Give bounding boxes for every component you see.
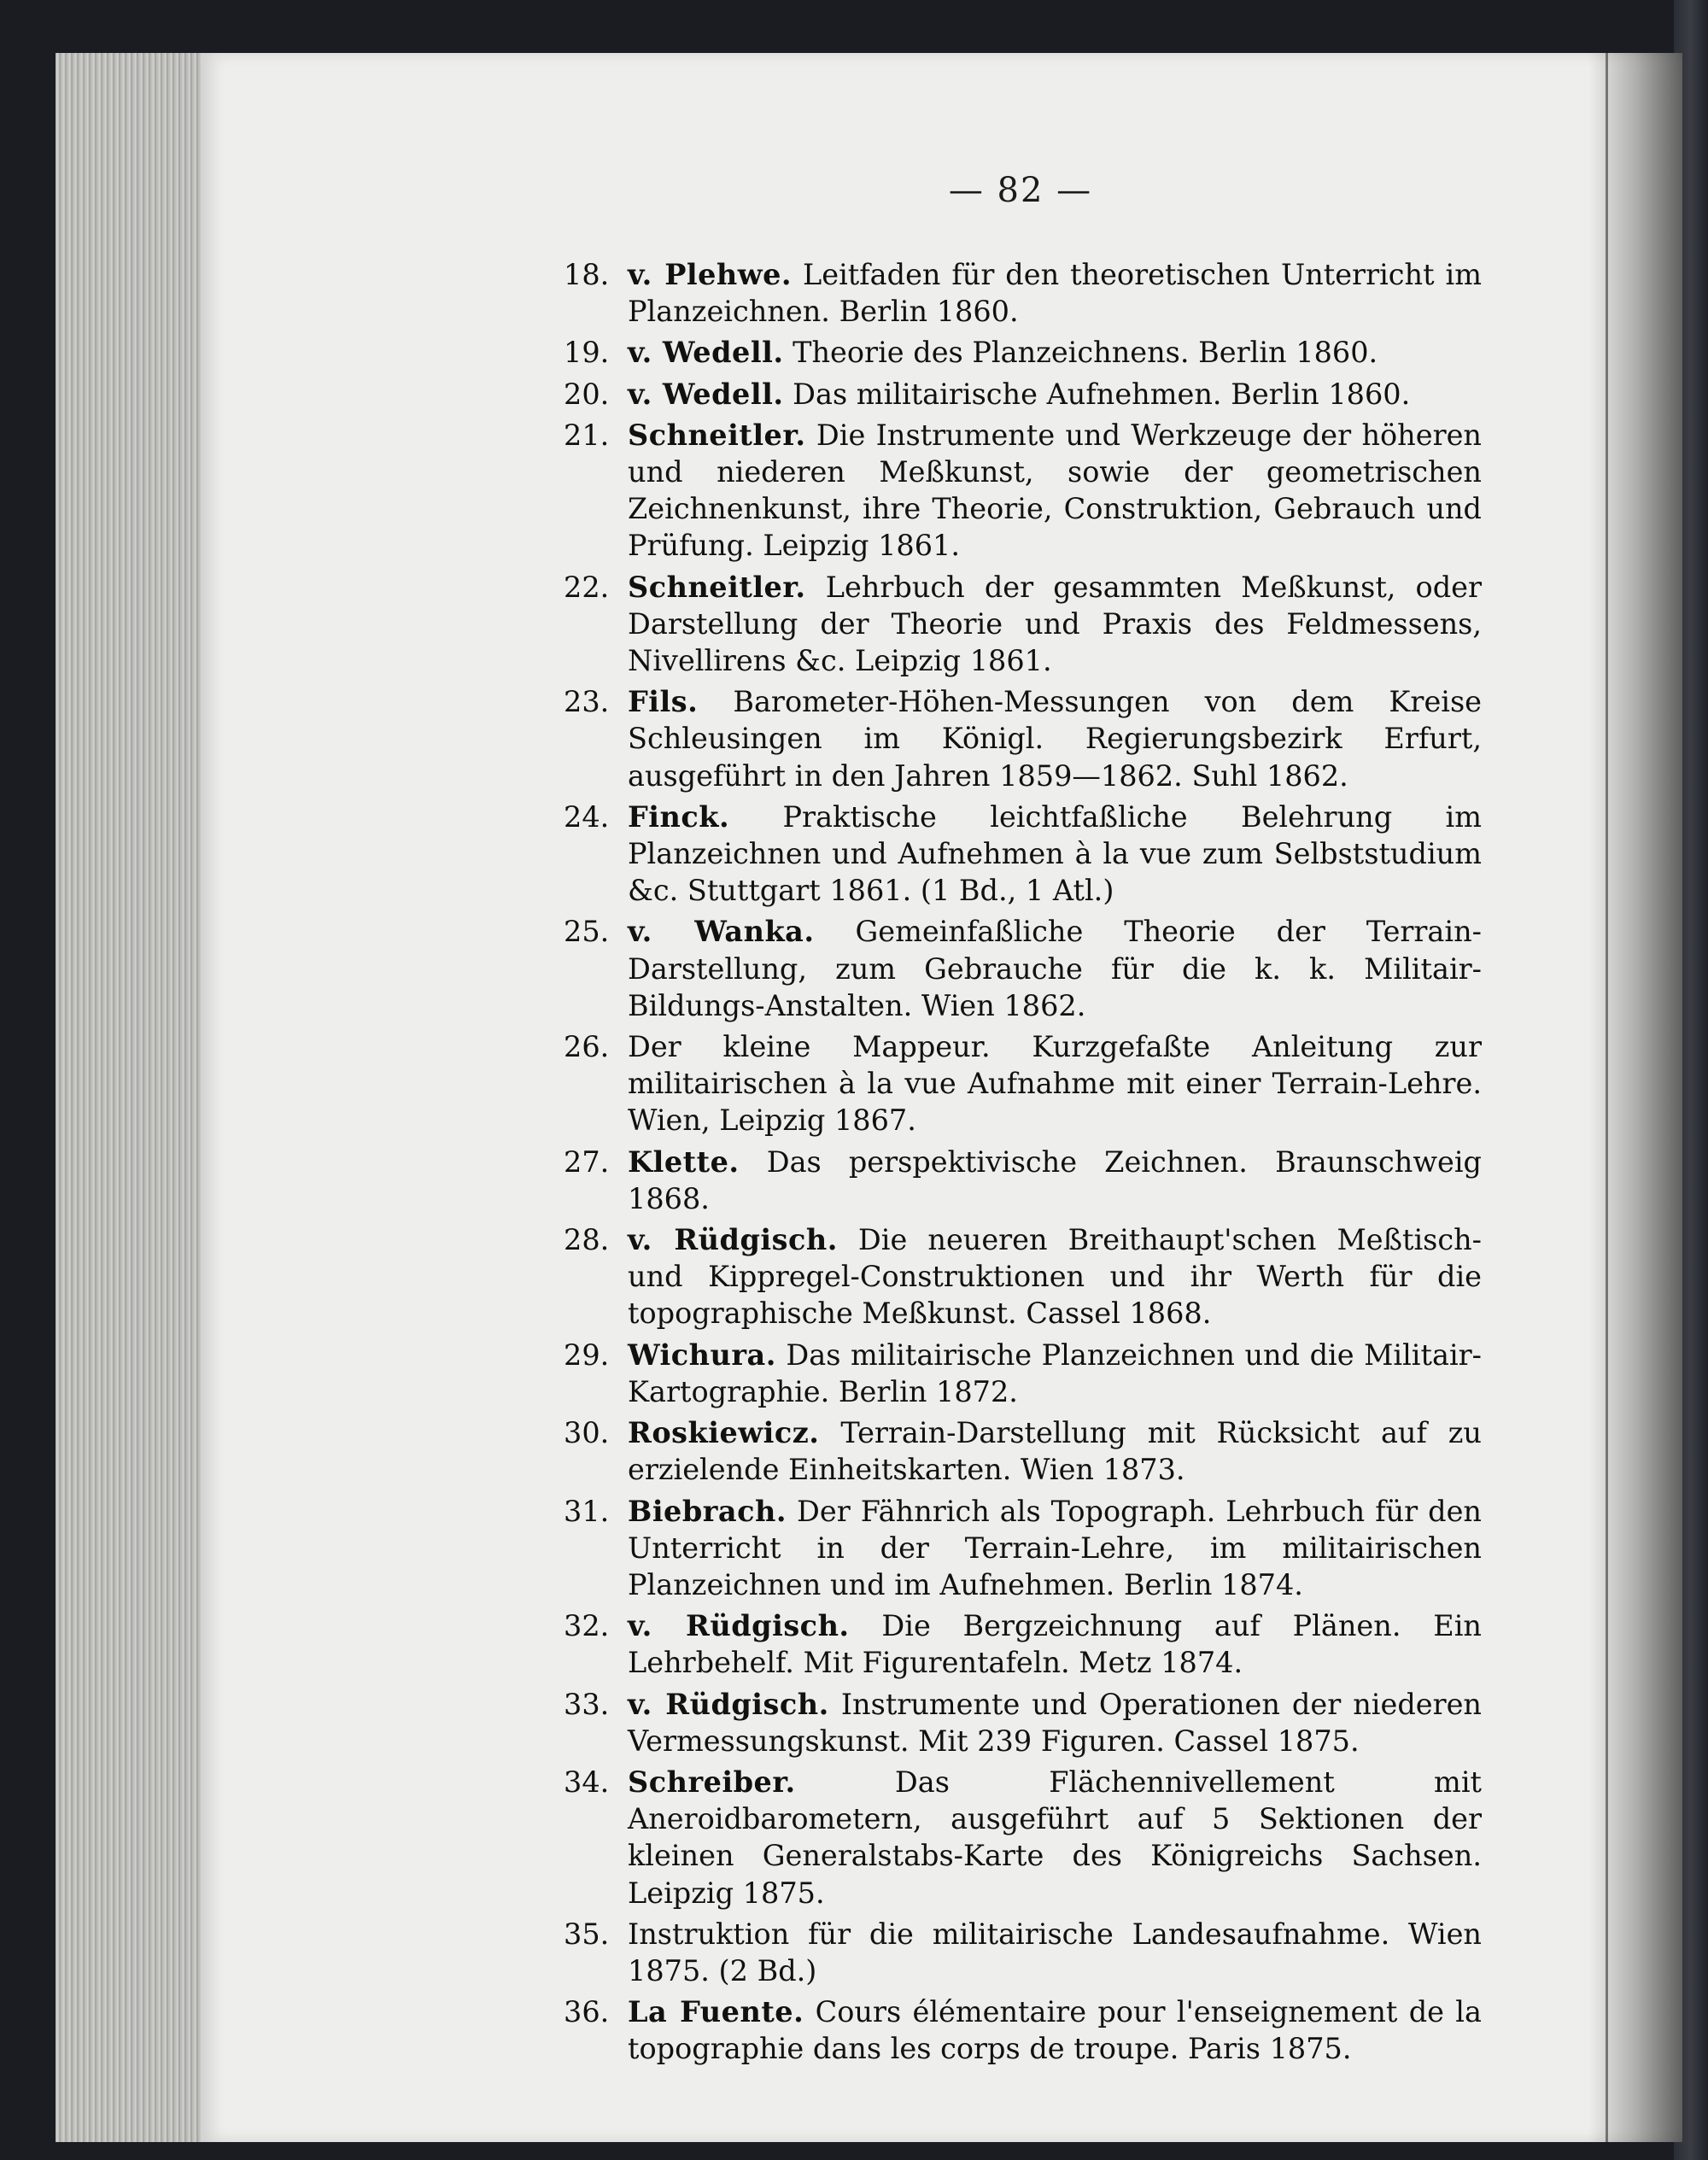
bibliography-entry-28 xyxy=(564,1221,1482,1332)
entry-author: v. Plehwe. xyxy=(628,258,793,291)
entry-number: 24. xyxy=(564,799,610,834)
bibliography-entry-19 xyxy=(564,334,1482,371)
entry-body xyxy=(628,1144,1482,1217)
bibliography-entry-35 xyxy=(564,1916,1482,1989)
entry-author: Wichura. xyxy=(628,1338,776,1372)
entry-body xyxy=(628,1764,1482,1911)
bibliography-entry-36 xyxy=(564,1993,1482,2067)
entry-number: 30. xyxy=(564,1416,610,1450)
entry-text: Die neueren Breithaupt'schen Meßtisch- und Kippregel-Construktionen und ihr Werth für die topographische Meßkunst. Cassel 1868. xyxy=(628,1223,1483,1331)
entry-body xyxy=(628,1916,1482,1989)
bibliography-entry-34 xyxy=(564,1764,1482,1911)
entry-body xyxy=(628,417,1482,565)
bibliography-entry-29 xyxy=(564,1337,1482,1410)
entry-author: Biebrach. xyxy=(628,1494,787,1528)
entry-body xyxy=(628,1221,1482,1332)
entry-body xyxy=(628,334,1482,371)
bibliography-entry-20 xyxy=(564,376,1482,413)
bibliography-entry-24 xyxy=(564,799,1482,910)
entry-body xyxy=(628,1686,1482,1759)
entry-text: Theorie des Planzeichnens. Berlin 1860. xyxy=(793,336,1378,370)
entry-author: La Fuente. xyxy=(628,1995,804,2029)
entry-number: 22. xyxy=(564,570,610,604)
entry-number: 33. xyxy=(564,1687,610,1721)
bibliography-entry-33 xyxy=(564,1686,1482,1759)
entry-text: Die Instrumente und Werkzeuge der höheren und niederen Meßkunst, sowie der geometrischen Zeichnenkunst, ihre Theorie, Construktion, Gebrauch und Prüfung. Leipzig 1861. xyxy=(628,418,1483,563)
entry-body xyxy=(628,569,1482,680)
entry-author: Schreiber. xyxy=(628,1765,796,1799)
entry-author: v. Rüdgisch. xyxy=(628,1687,829,1721)
entry-body xyxy=(628,1337,1482,1410)
entry-number: 29. xyxy=(564,1338,610,1372)
entry-number: 36. xyxy=(564,1995,610,2029)
entry-text: Der Fähnrich als Topograph. Lehrbuch für den Unterricht in der Terrain-Lehre, im militairischen Planzeichnen und im Aufnehmen. Berlin 1874. xyxy=(628,1494,1482,1601)
bibliography-entry-22 xyxy=(564,569,1482,680)
entry-text: Cours élémentaire pour l'enseignement de la topographie dans les corps de troupe. Paris 1875. xyxy=(628,1995,1482,2066)
bibliography-entry-18 xyxy=(564,256,1482,330)
entry-number: 21. xyxy=(564,418,610,452)
entry-number: 35. xyxy=(564,1917,610,1951)
entry-text: Der kleine Mappeur. Kurzgefaßte Anleitung zur militairischen à la vue Aufnahme mit einer Terrain-Lehre. Wien, Leipzig 1867. xyxy=(628,1030,1482,1138)
page-number: — 82 — xyxy=(948,171,1093,210)
entry-number: 18. xyxy=(564,258,610,291)
bibliography-entry-30 xyxy=(564,1414,1482,1488)
entry-text: Barometer-Höhen-Messungen von dem Kreise Schleusingen im Königl. Regierungsbezirk Erfurt, ausgeführt in den Jahren 1859—1862. Suhl 1862. xyxy=(628,685,1483,793)
entry-author: v. Wedell. xyxy=(628,336,784,370)
entry-body xyxy=(628,1607,1482,1681)
entry-text: Das militairische Aufnehmen. Berlin 1860. xyxy=(793,377,1411,411)
entry-number: 34. xyxy=(564,1765,610,1799)
entry-body xyxy=(628,913,1482,1024)
entry-number: 23. xyxy=(564,685,610,719)
entry-text: Das Flächennivellement mit Aneroidbarometern, ausgeführt auf 5 Sektionen der kleinen Generalstabs-Karte des Königreichs Sachsen. Leipzig 1875. xyxy=(628,1765,1482,1910)
entry-text: Gemeinfaßliche Theorie der Terrain-Darstellung, zum Gebrauche für die k. k. Militair-Bildungs-Anstalten. Wien 1862. xyxy=(628,915,1483,1022)
entry-author: v. Wanka. xyxy=(628,915,815,949)
entry-number: 25. xyxy=(564,915,610,949)
entry-author: Fils. xyxy=(628,685,699,719)
entry-author: v. Rüdgisch. xyxy=(628,1223,838,1257)
entry-text: Das militairische Planzeichnen und die Militair-Kartographie. Berlin 1872. xyxy=(628,1338,1482,1408)
entry-body xyxy=(628,1028,1482,1139)
entry-number: 31. xyxy=(564,1494,610,1528)
bibliography-entry-23 xyxy=(564,683,1482,794)
entry-body xyxy=(628,1493,1482,1604)
entry-body xyxy=(628,683,1482,794)
entry-author: Finck. xyxy=(628,799,730,834)
entry-body xyxy=(628,376,1482,413)
entry-text: Instruktion für die militairische Landesaufnahme. Wien 1875. (2 Bd.) xyxy=(628,1917,1482,1987)
entry-text: Leitfaden für den theoretischen Unterricht im Planzeichnen. Berlin 1860. xyxy=(628,258,1482,329)
bibliography-entry-27 xyxy=(564,1144,1482,1217)
entry-author: Schneitler. xyxy=(628,418,806,452)
entry-number: 28. xyxy=(564,1223,610,1257)
bibliography-entry-31 xyxy=(564,1493,1482,1604)
entry-text: Terrain-Darstellung mit Rücksicht auf zu erzielende Einheitskarten. Wien 1873. xyxy=(628,1416,1482,1487)
entry-body xyxy=(628,256,1482,330)
entry-body xyxy=(628,1993,1482,2067)
entry-number: 20. xyxy=(564,377,610,411)
entry-author: Schneitler. xyxy=(628,570,806,604)
entry-author: v. Rüdgisch. xyxy=(628,1609,850,1643)
entry-author: v. Wedell. xyxy=(628,377,784,411)
entry-text: Lehrbuch der gesammten Meßkunst, oder Darstellung der Theorie und Praxis des Feldmessens, Nivellirens &c. Leipzig 1861. xyxy=(628,570,1483,678)
entry-body xyxy=(628,1414,1482,1488)
bibliography-entry-25 xyxy=(564,913,1482,1024)
bibliography-entry-26 xyxy=(564,1028,1482,1139)
entry-text: Die Bergzeichnung auf Plänen. Ein Lehrbehelf. Mit Figurentafeln. Metz 1874. xyxy=(628,1609,1482,1680)
entry-number: 26. xyxy=(564,1030,610,1064)
bibliography-entry-21 xyxy=(564,417,1482,565)
bibliography-entry-32 xyxy=(564,1607,1482,1681)
page-gutter-shadow xyxy=(1588,53,1682,2142)
entry-author: Roskiewicz. xyxy=(628,1416,820,1450)
entry-author: Klette. xyxy=(628,1144,740,1179)
entry-body xyxy=(628,799,1482,910)
entry-number: 27. xyxy=(564,1144,610,1179)
page-fold-line xyxy=(1606,53,1608,2142)
page-stack-edges xyxy=(56,53,214,2142)
entry-text: Das perspektivische Zeichnen. Braunschweig 1868. xyxy=(628,1144,1483,1215)
entry-text: Instrumente und Operationen der niederen Vermessungskunst. Mit 239 Figuren. Cassel 1875. xyxy=(628,1687,1482,1758)
bibliography-list xyxy=(564,256,1482,2072)
entry-number: 32. xyxy=(564,1609,610,1643)
entry-text: Praktische leichtfaßliche Belehrung im Planzeichnen und Aufnehmen à la vue zum Selbststudium &c. Stuttgart 1861. (1 Bd., 1 Atl.) xyxy=(628,799,1483,908)
entry-number: 19. xyxy=(564,336,610,370)
